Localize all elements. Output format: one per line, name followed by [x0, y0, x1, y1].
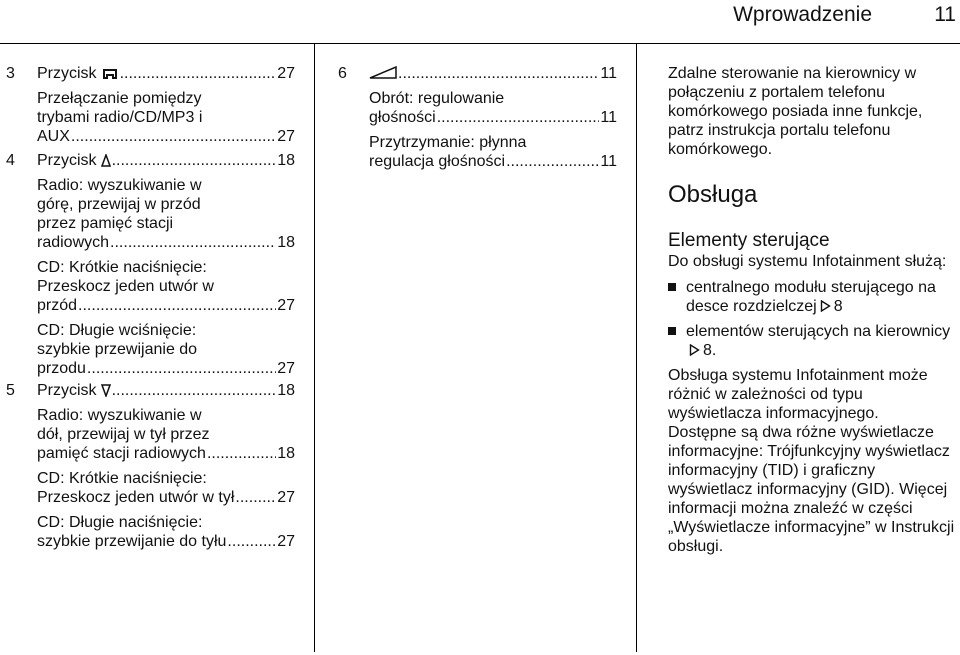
right-column — [668, 64, 958, 556]
page-ref: 27 — [277, 489, 295, 506]
control-entry — [338, 64, 617, 171]
page-ref: 8. — [703, 342, 717, 359]
function-description: CD: Krótkie naciśnięcie: Przeskocz jeden utwór w przód ..... 27 — [37, 258, 295, 315]
subsection-heading: Elementy sterujące — [668, 230, 830, 251]
list-item: elementów sterujących na kierownicy8. — [668, 322, 958, 360]
entry-number: 6 — [338, 65, 347, 82]
intro-paragraph: Zdalne sterowanie na kierownicy w połączeniu z portalem telefonu komórkowego posiada inne funkcje, patrz instrukcja portalu telefonu komórkowego. — [668, 65, 923, 158]
phone-icon — [101, 67, 119, 80]
entry-number: 3 — [6, 65, 15, 82]
function-description: Przełączanie pomiędzy trybami radio/CD/MP3 i AUX ..... 27 — [37, 89, 295, 146]
function-description: Radio: wyszukiwanie w dół, przewijaj w tył przez pamięć stacji radiowych ..... 18 — [37, 406, 295, 463]
page-ref: 18 — [277, 382, 295, 399]
function-description: CD: Długie naciśnięcie: szybkie przewijanie do tyłu ..... 27 — [37, 513, 295, 551]
page-reference-arrow-icon — [820, 300, 831, 312]
entry-label: Przycisk — [37, 152, 97, 169]
entry-number: 5 — [6, 382, 15, 399]
control-entry — [6, 381, 295, 551]
bullet-list — [668, 278, 958, 360]
column-divider-right — [636, 44, 637, 652]
triangle-up-icon — [101, 154, 111, 167]
entry-label: Przycisk — [37, 382, 97, 399]
page-ref: 8 — [833, 298, 843, 315]
volume-wedge-icon — [369, 66, 397, 80]
page-ref: 11 — [600, 153, 617, 170]
page-ref: 27 — [277, 65, 295, 82]
middle-column — [338, 64, 617, 171]
function-description: Obrót: regulowanie głośności ..... 11 — [369, 89, 617, 127]
page-ref: 27 — [277, 128, 295, 145]
function-description: CD: Długie wciśnięcie: szybkie przewijanie do przodu ..... 27 — [37, 321, 295, 378]
page-ref: 27 — [277, 533, 295, 550]
page-ref: 18 — [277, 445, 295, 462]
control-entry — [6, 64, 295, 146]
entry-label: Przycisk — [37, 65, 97, 82]
section-heading: Obsługa — [668, 181, 758, 208]
page-ref: 18 — [277, 234, 295, 251]
page-ref: 18 — [277, 152, 295, 169]
page-ref: 11 — [600, 65, 617, 82]
chapter-title: Wprowadzenie — [733, 3, 872, 26]
body-paragraph: Obsługa systemu Infotainment może różnić w zależności od typu wyświetlacza informacyjnego. — [668, 367, 928, 422]
page-ref: 11 — [600, 109, 617, 126]
body-paragraph: Dostępne są dwa różne wyświetlacze informacyjne: Trójfunkcyjny wyświetlacz informacyjny (TID) i graficzny wyświetlacz informacyjny (GID). Więcej informacji można znaleźć w części „Wyświetlacze informacyjne” w Instrukcji obsługi. — [668, 424, 955, 555]
page-ref: 27 — [277, 297, 295, 314]
list-item: centralnego modułu sterującego na desce rozdzielczej 8 — [668, 278, 958, 316]
page-number: 11 — [934, 3, 956, 26]
entry-number: 4 — [6, 152, 15, 169]
control-entry — [6, 151, 295, 378]
bullet-square-icon — [668, 283, 676, 291]
function-description: Radio: wyszukiwanie w górę, przewijaj w przód przez pamięć stacji radiowych ..... 18 — [37, 176, 295, 252]
function-description: Przytrzymanie: płynna regulacja głośności ..... 11 — [369, 133, 617, 171]
function-description: CD: Krótkie naciśnięcie: Przeskocz jeden utwór w tył ..... 27 — [37, 469, 295, 507]
page-ref: 27 — [277, 360, 295, 377]
lead-paragraph: Do obsługi systemu Infotainment służą: — [668, 253, 947, 270]
triangle-down-icon — [101, 384, 111, 397]
page-reference-arrow-icon — [689, 344, 700, 356]
bullet-square-icon — [668, 327, 676, 335]
header-rule — [0, 43, 960, 44]
left-column — [6, 64, 295, 551]
column-divider-left — [314, 44, 315, 652]
